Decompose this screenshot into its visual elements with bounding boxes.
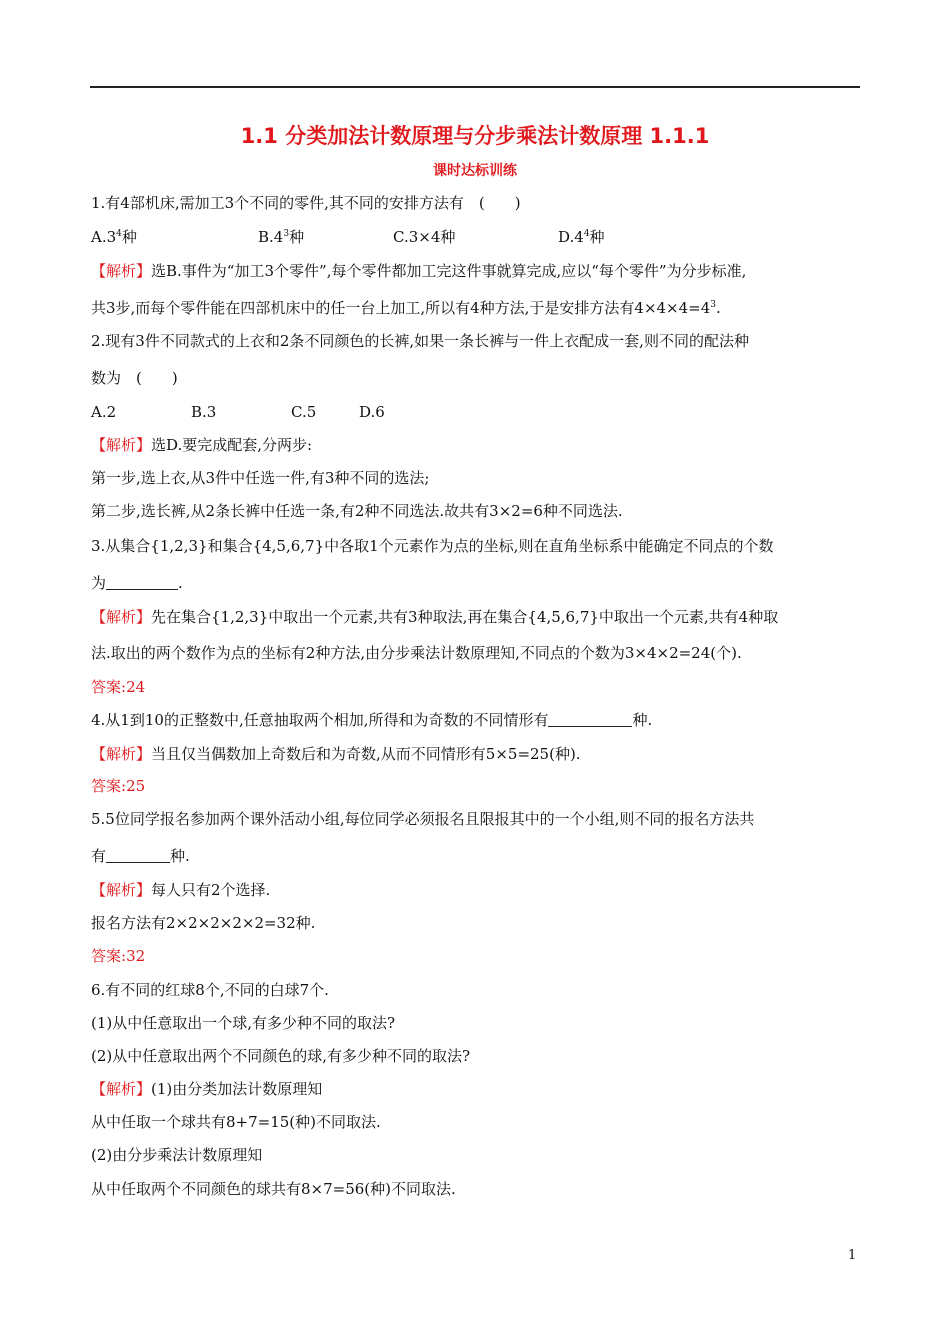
q6-solution-line-3: (2)由分步乘法计数原理知 <box>91 1146 263 1164</box>
solution-tag: 【解析】 <box>91 745 152 763</box>
q1-option-b: $B.4^3$种 <box>258 228 305 246</box>
q2-solution-line-2: 第一步,选上衣,从3件中任选一件,有3种不同的选法; <box>91 469 430 487</box>
solution-tag: 【解析】 <box>91 436 152 454</box>
solution-tag: 【解析】 <box>91 1080 152 1098</box>
q5-solution-line-1: 【解析】每人只有2个选择. <box>91 881 271 899</box>
q3-stem-line-2: 为 . <box>91 574 183 592</box>
q3-solution-line-1: 【解析】先在集合{1,2,3}中取出一个元素,共有3种取法,再在集合{4,5,6,7}中取出一个元素,共有4种取 <box>91 608 779 626</box>
q2-stem-line-2: 数为 ( ) <box>91 369 178 387</box>
q2-solution-line-3: 第二步,选长裤,从2条长裤中任选一条,有2种不同选法.故共有3×2=6种不同选法. <box>91 502 623 520</box>
solution-tag: 【解析】 <box>91 881 152 899</box>
q6-solution-line-4: 从中任取两个不同颜色的球共有8×7=56(种)不同取法. <box>91 1180 456 1198</box>
q6-stem: 6.有不同的红球8个,不同的白球7个. <box>91 981 329 999</box>
answer-blank[interactable] <box>106 575 178 590</box>
q1-solution-line-2: 共3步,而每个零件能在四部机床中的任一台上加工,所以有4种方法,于是安排方法有$4\times 4\times 4=4^3$. <box>91 299 721 317</box>
q1-option-a: $A.3^4$种 <box>91 228 137 246</box>
answer-blank[interactable] <box>548 712 632 727</box>
page-number: 1 <box>848 1248 857 1263</box>
q3-stem-line-1: 3.从集合{1,2,3}和集合{4,5,6,7}中各取1个元素作为点的坐标,则在直角坐标系中能确定不同点的个数 <box>91 537 774 555</box>
q6-part-2: (2)从中任意取出两个不同颜色的球,有多少种不同的取法? <box>91 1047 471 1065</box>
page-title: 1.1 分类加法计数原理与分步乘法计数原理 1.1.1 <box>240 124 710 148</box>
q2-options <box>91 402 491 422</box>
q6-part-1: (1)从中任意取出一个球,有多少种不同的取法? <box>91 1014 396 1032</box>
q2-stem-line-1: 2.现有3件不同款式的上衣和2条不同颜色的长裤,如果一条长裤与一件上衣配成一套,则不同的配法种 <box>91 332 749 350</box>
q4-answer: 答案:25 <box>91 777 146 795</box>
q6-solution-line-2: 从中任取一个球共有8+7=15(种)不同取法. <box>91 1113 381 1131</box>
q5-stem-line-2: 有 种. <box>91 847 190 865</box>
q2-option-a: A.2 <box>91 403 117 421</box>
q1-solution-line-1: 【解析】选B.事件为“加工3个零件”,每个零件都加工完这件事就算完成,应以“每个零件”为分步标准, <box>91 262 747 280</box>
solution-tag: 【解析】 <box>91 608 152 626</box>
q3-answer: 答案:24 <box>91 678 146 696</box>
q3-solution-line-2: 法.取出的两个数作为点的坐标有2种方法,由分步乘法计数原理知,不同点的个数为3×4×2=24(个). <box>91 644 742 662</box>
solution-tag: 【解析】 <box>91 262 152 280</box>
q2-option-b: B.3 <box>191 403 217 421</box>
q5-solution-line-2: 报名方法有2×2×2×2×2=32种. <box>91 914 316 932</box>
q1-options <box>91 227 851 247</box>
q4-solution-line-1: 【解析】当且仅当偶数加上奇数后和为奇数,从而不同情形有5×5=25(种). <box>91 745 581 763</box>
q1-option-c: C.3×4种 <box>393 228 456 246</box>
q2-solution-line-1: 【解析】选D.要完成配套,分两步: <box>91 436 313 454</box>
q5-answer: 答案:32 <box>91 947 146 965</box>
q2-option-d: D.6 <box>359 403 385 421</box>
page-subtitle: 课时达标训练 <box>433 163 517 179</box>
q1-option-d: $D.4^4$种 <box>558 228 605 246</box>
q2-option-c: C.5 <box>291 403 317 421</box>
q1-stem: 1.有4部机床,需加工3个不同的零件,其不同的安排方法有 ( ) <box>91 194 521 212</box>
q4-stem: 4.从1到10的正整数中,任意抽取两个相加,所得和为奇数的不同情形有 种. <box>91 711 653 729</box>
q5-stem-line-1: 5.5位同学报名参加两个课外活动小组,每位同学必须报名且限报其中的一个小组,则不同的报名方法共 <box>91 810 755 828</box>
q6-solution-line-1: 【解析】(1)由分类加法计数原理知 <box>91 1080 323 1098</box>
answer-blank[interactable] <box>106 848 170 863</box>
header-rule <box>90 86 860 88</box>
